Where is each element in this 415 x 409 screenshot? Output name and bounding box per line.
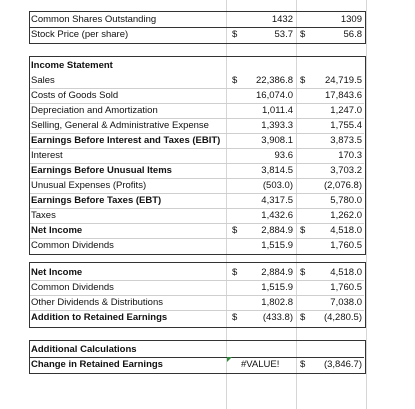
- table-row[interactable]: [0, 118, 415, 133]
- row-separator: [30, 238, 364, 239]
- row-label: Common Shares Outstanding: [31, 14, 157, 25]
- row-label: Common Dividends: [31, 240, 114, 251]
- value-year2[interactable]: 1309: [340, 14, 362, 25]
- section-header-row: [0, 58, 415, 73]
- value-year2[interactable]: 1,262.0: [330, 210, 362, 221]
- row-label: Earnings Before Taxes (EBT): [31, 195, 162, 206]
- row-separator: [30, 310, 364, 311]
- error-indicator-icon: [227, 357, 232, 362]
- value-year2[interactable]: 7,038.0: [330, 297, 362, 308]
- row-separator: [30, 118, 364, 119]
- value-year1[interactable]: 1,011.4: [262, 105, 293, 116]
- row-label: Net Income: [31, 225, 83, 236]
- value-year1[interactable]: 4,317.5: [261, 195, 293, 206]
- currency-symbol: $: [300, 359, 306, 370]
- row-label: Common Dividends: [31, 282, 114, 293]
- value-year1[interactable]: 1,393.3: [261, 120, 293, 131]
- value-year1[interactable]: 53.7: [274, 29, 293, 40]
- table-row[interactable]: [0, 310, 415, 325]
- additional-calculations-title: Additional Calculations: [31, 344, 137, 355]
- value-year1[interactable]: (433.8): [262, 312, 293, 323]
- row-label: Sales: [31, 75, 55, 86]
- row-label: Other Dividends & Distributions: [31, 297, 163, 308]
- row-label: Interest: [31, 150, 63, 161]
- value-year1[interactable]: (503.0): [262, 180, 293, 191]
- row-separator: [30, 88, 364, 89]
- value-year2[interactable]: 3,703.2: [330, 165, 362, 176]
- value-year2[interactable]: 1,247.0: [330, 105, 362, 116]
- table-row[interactable]: [0, 163, 415, 178]
- table-row[interactable]: [0, 73, 415, 88]
- currency-symbol: $: [232, 29, 238, 40]
- row-separator: [30, 133, 364, 134]
- value-year1[interactable]: 22,386.8: [256, 75, 293, 86]
- value-error[interactable]: #VALUE!: [241, 359, 280, 370]
- row-separator: [30, 178, 364, 179]
- currency-symbol: $: [300, 29, 306, 40]
- table-row[interactable]: [0, 88, 415, 103]
- row-label: Costs of Goods Sold: [31, 90, 119, 101]
- table-row[interactable]: [0, 223, 415, 238]
- currency-symbol: $: [232, 312, 238, 323]
- table-row[interactable]: [0, 12, 415, 27]
- currency-symbol: $: [300, 75, 306, 86]
- row-separator: [30, 27, 364, 28]
- row-label: Earnings Before Interest and Taxes (EBIT): [31, 135, 221, 146]
- value-year2[interactable]: 1,755.4: [330, 120, 362, 131]
- row-separator: [30, 280, 364, 281]
- table-row[interactable]: [0, 357, 415, 372]
- value-year1[interactable]: 1,515.9: [261, 240, 293, 251]
- value-year1[interactable]: 2,884.9: [261, 225, 293, 236]
- table-row[interactable]: [0, 193, 415, 208]
- value-year2[interactable]: 170.3: [338, 150, 362, 161]
- currency-symbol: $: [232, 75, 238, 86]
- value-year1[interactable]: 1,432.6: [261, 210, 293, 221]
- currency-symbol: $: [232, 267, 238, 278]
- table-row[interactable]: [0, 238, 415, 253]
- table-row[interactable]: [0, 103, 415, 118]
- row-separator: [30, 223, 364, 224]
- value-year2[interactable]: 3,873.5: [330, 135, 362, 146]
- value-year1[interactable]: 2,884.9: [261, 267, 293, 278]
- currency-symbol: $: [300, 312, 306, 323]
- value-year1[interactable]: 1,515.9: [261, 282, 293, 293]
- table-row[interactable]: [0, 27, 415, 42]
- value-year2[interactable]: 1,760.5: [330, 240, 362, 251]
- row-separator: [30, 148, 364, 149]
- row-label: Selling, General & Administrative Expense: [31, 120, 209, 131]
- currency-symbol: $: [300, 267, 306, 278]
- row-label: Change in Retained Earnings: [31, 359, 163, 370]
- row-label: Earnings Before Unusual Items: [31, 165, 172, 176]
- row-separator: [30, 208, 364, 209]
- value-year2[interactable]: 4,518.0: [330, 225, 362, 236]
- value-year2[interactable]: 56.8: [343, 29, 362, 40]
- row-label: Taxes: [31, 210, 56, 221]
- value-year1[interactable]: 1432: [271, 14, 293, 25]
- row-label: Depreciation and Amortization: [31, 105, 158, 116]
- value-year1[interactable]: 3,814.5: [261, 165, 293, 176]
- table-row[interactable]: [0, 178, 415, 193]
- row-separator: [30, 193, 364, 194]
- value-year2[interactable]: (3,846.7): [323, 359, 362, 370]
- value-year2[interactable]: (4,280.5): [323, 312, 362, 323]
- table-row[interactable]: [0, 148, 415, 163]
- row-label: Unusual Expenses (Profits): [31, 180, 147, 191]
- value-year2[interactable]: 24,719.5: [325, 75, 362, 86]
- table-row[interactable]: [0, 295, 415, 310]
- value-year2[interactable]: 1,760.5: [330, 282, 362, 293]
- value-year2[interactable]: 17,843.6: [325, 90, 362, 101]
- currency-symbol: $: [232, 225, 238, 236]
- value-year1[interactable]: 16,074.0: [256, 90, 293, 101]
- table-row[interactable]: [0, 208, 415, 223]
- row-label: Addition to Retained Earnings: [31, 312, 168, 323]
- value-year2[interactable]: 4,518.0: [330, 267, 362, 278]
- income-statement-title: Income Statement: [31, 60, 113, 71]
- section-header-row: [0, 342, 415, 357]
- value-year1[interactable]: 1,802.8: [261, 297, 293, 308]
- row-label: Net Income: [31, 267, 83, 278]
- value-year2[interactable]: (2,076.8): [323, 180, 362, 191]
- row-label: Stock Price (per share): [31, 29, 129, 40]
- value-year1[interactable]: 3,908.1: [261, 135, 293, 146]
- value-year1[interactable]: 93.6: [274, 150, 293, 161]
- value-year2[interactable]: 5,780.0: [330, 195, 362, 206]
- row-separator: [30, 103, 364, 104]
- table-row[interactable]: [0, 133, 415, 148]
- currency-symbol: $: [300, 225, 306, 236]
- row-separator: [30, 163, 364, 164]
- row-separator: [30, 295, 364, 296]
- table-row[interactable]: [0, 265, 415, 280]
- table-row[interactable]: [0, 280, 415, 295]
